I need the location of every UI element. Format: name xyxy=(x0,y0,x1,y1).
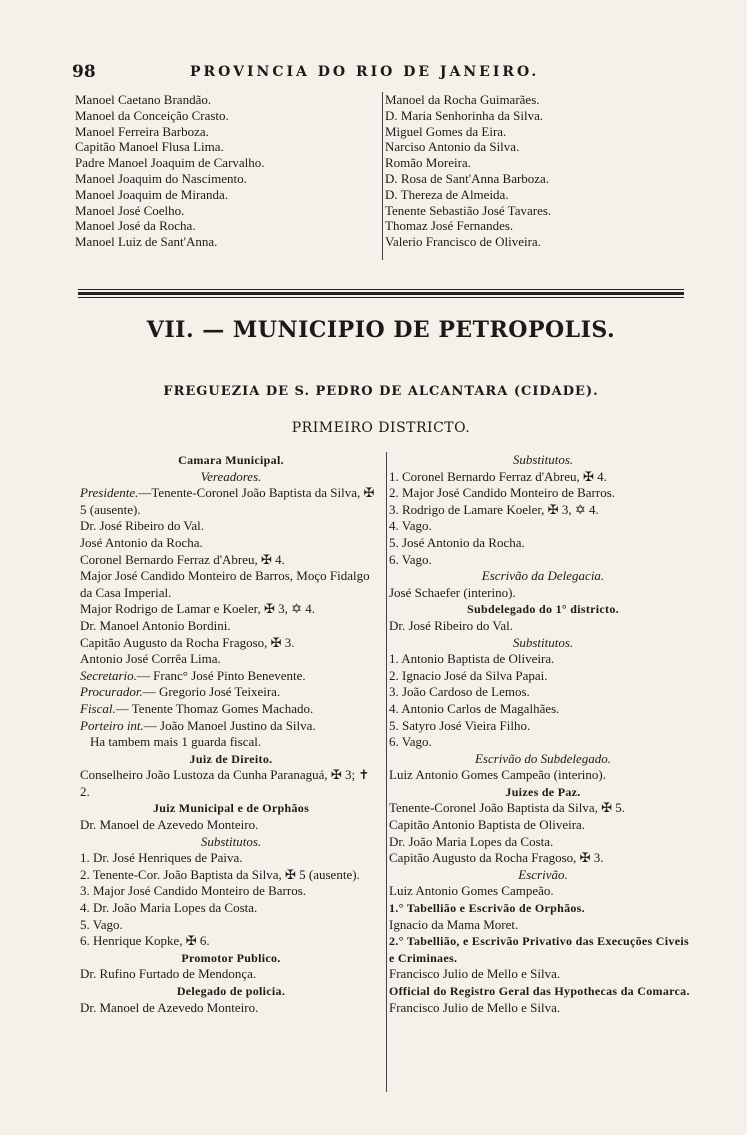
procurador-label: Procurador. xyxy=(80,684,143,700)
list-item: José Antonio da Rocha. xyxy=(80,534,203,550)
fiscal-label: Fiscal. xyxy=(80,700,116,716)
list-item: 5. Satyro José Vieira Filho. xyxy=(389,717,531,733)
list-item: Padre Manoel Joaquim de Carvalho. xyxy=(75,155,265,171)
list-item: 3. Major José Candido Monteiro de Barros. xyxy=(80,883,307,899)
list-item: 4. Dr. João Maria Lopes da Costa. xyxy=(80,900,258,916)
list-item: 1. Dr. José Henriques de Paiva. xyxy=(80,850,243,866)
list-item: Manoel José Coelho. xyxy=(75,202,185,218)
right-column xyxy=(386,452,697,1092)
list-item: 3. Rodrigo de Lamare Koeler, ✠ 3, ✡ 4. xyxy=(389,501,599,517)
escrivao-subdelegado-text: Luiz Antonio Gomes Campeão (interino). xyxy=(389,767,606,783)
list-item: Dr. Manoel Antonio Bordini. xyxy=(80,617,231,633)
porteiro-text: — João Manoel Justino da Silva. xyxy=(143,717,316,733)
fiscal-text: — Tenente Thomaz Gomes Machado. xyxy=(115,700,314,716)
list-item: Antonio José Corrêa Lima. xyxy=(80,651,221,667)
list-item: D. Maria Senhorinha da Silva. xyxy=(385,107,544,123)
juizes-paz-heading: Juizes de Paz. xyxy=(505,784,581,799)
list-item: Manoel Caetano Brandão. xyxy=(75,92,212,107)
porteiro-label: Porteiro int. xyxy=(80,717,144,733)
list-item: Dr. João Maria Lopes da Costa. xyxy=(389,833,554,849)
list-item: D. Thereza de Almeida. xyxy=(385,186,509,202)
divider-rule-thick xyxy=(78,292,684,295)
list-item: 5. José Antonio da Rocha. xyxy=(389,534,525,550)
list-item: 6. Henrique Kopke, ✠ 6. xyxy=(80,933,210,949)
list-item: Romão Moreira. xyxy=(385,155,471,171)
list-item: 4. Vago. xyxy=(389,518,432,534)
escrivao-paz-heading: Escrivão. xyxy=(518,866,568,882)
secretario-entry xyxy=(80,668,382,685)
list-item: Dr. José Ribeiro do Val. xyxy=(80,518,204,534)
list-item: Manoel Luiz de Sant'Anna. xyxy=(75,234,218,250)
vereadores-heading: Vereadores. xyxy=(200,468,262,484)
substitutos-heading: Substitutos. xyxy=(512,634,574,650)
list-item: Miguel Gomes da Eira. xyxy=(385,123,507,139)
list-item: Major José Candido Monteiro de Barros, Moço Fidalgo da Casa Imperial. xyxy=(80,568,370,600)
promotor-text: Dr. Rufino Furtado de Mendonça. xyxy=(80,966,257,982)
top-left-name-list xyxy=(75,92,375,250)
juiz-direito-heading: Juiz de Direito. xyxy=(189,751,273,766)
list-item: 2. Major José Candido Monteiro de Barros. xyxy=(389,485,616,501)
escrivao-delegacia-text: José Schaefer (interino). xyxy=(389,584,516,600)
subdelegado-text: Dr. José Ribeiro do Val. xyxy=(389,617,513,633)
presidente-entry xyxy=(80,485,382,518)
district-heading: PRIMEIRO DISTRICTO. xyxy=(291,420,471,436)
list-item: Manoel Joaquim do Nascimento. xyxy=(75,170,247,186)
list-item: 1. Coronel Bernardo Ferraz d'Abreu, ✠ 4. xyxy=(389,468,607,484)
delegado-heading: Delegado de policia. xyxy=(176,984,286,998)
substitutos-heading: Substitutos. xyxy=(512,452,574,467)
porteiro-entry xyxy=(80,718,382,735)
running-title: PROVINCIA DO RIO DE JANEIRO. xyxy=(190,64,540,80)
list-item: D. Rosa de Sant'Anna Barboza. xyxy=(385,170,550,186)
list-item: Manoel Joaquim de Miranda. xyxy=(75,186,229,202)
delegado-text: Dr. Manoel de Azevedo Monteiro. xyxy=(80,999,259,1015)
parish-heading: FREGUEZIA DE S. PEDRO DE ALCANTARA (CIDADE). xyxy=(163,384,599,399)
secretario-label: Secretario. xyxy=(80,667,137,683)
left-column xyxy=(80,452,382,1016)
list-item: Narciso Antonio da Silva. xyxy=(385,139,520,155)
promotor-heading: Promotor Publico. xyxy=(181,950,281,965)
page-header xyxy=(72,62,672,82)
presidente-label: Presidente. xyxy=(80,485,139,501)
list-item: Capitão Antonio Baptista de Oliveira. xyxy=(389,817,586,833)
tabelliao2-heading: 2.° Tabellião, e Escrivão Privativo das Execuções Civeis e Criminaes. xyxy=(389,934,689,965)
list-item: 1. Antonio Baptista de Oliveira. xyxy=(389,651,555,667)
divider-rule xyxy=(78,289,684,290)
escrivao-delegacia-heading: Escrivão da Delegacia. xyxy=(481,568,605,584)
subdelegado-heading: Subdelegado do 1° districto. xyxy=(467,602,619,617)
list-item: 6. Vago. xyxy=(389,551,432,567)
tabelliao1-text: Ignacio da Mama Moret. xyxy=(389,916,519,932)
list-item: Valerio Francisco de Oliveira. xyxy=(385,234,541,250)
list-item: Thomaz José Fernandes. xyxy=(385,218,514,234)
list-item: Manoel da Conceição Crasto. xyxy=(75,107,229,123)
juiz-municipal-heading: Juiz Municipal e de Orphãos xyxy=(152,801,310,816)
list-item: Manoel Ferreira Barboza. xyxy=(75,123,209,139)
secretario-text: — Franc° José Pinto Benevente. xyxy=(136,667,306,683)
top-right-name-list xyxy=(382,92,685,260)
fiscal-entry xyxy=(80,701,382,718)
divider-rule xyxy=(78,297,684,298)
list-item: 2. Ignacio José da Silva Papai. xyxy=(389,667,548,683)
list-item: Coronel Bernardo Ferraz d'Abreu, ✠ 4. xyxy=(80,551,285,567)
fiscal-note: Ha tambem mais 1 guarda fiscal. xyxy=(90,734,262,750)
list-item: 5. Vago. xyxy=(80,916,123,932)
substitutos-heading: Substitutos. xyxy=(200,833,262,849)
list-item: Manoel da Rocha Guimarães. xyxy=(385,92,540,107)
official-text: Francisco Julio de Mello e Silva. xyxy=(389,999,561,1015)
list-item: Capitão Manoel Flusa Lima. xyxy=(75,139,224,155)
juiz-direito-text: Conselheiro João Lustoza da Cunha Paranaguá, ✠ 3; ✝ 2. xyxy=(80,767,370,799)
list-item: Capitão Augusto da Rocha Fragoso, ✠ 3. xyxy=(80,634,295,650)
list-item: Capitão Augusto da Rocha Fragoso, ✠ 3. xyxy=(389,850,604,866)
list-item: Major Rodrigo de Lamar e Koeler, ✠ 3, ✡ 4. xyxy=(80,601,315,617)
escrivao-subdelegado-heading: Escrivão do Subdelegado. xyxy=(474,750,612,766)
tabelliao1-heading: 1.° Tabellião e Escrivão de Orphãos. xyxy=(389,901,585,916)
presidente-text: —Tenente-Coronel João Baptista da Silva, ✠ 5 (ausente). xyxy=(80,485,375,517)
procurador-entry xyxy=(80,684,382,701)
procurador-text: — Gregorio José Teixeira. xyxy=(142,684,281,700)
list-item: 4. Antonio Carlos de Magalhães. xyxy=(389,700,560,716)
section-title: VII. — MUNICIPIO DE PETROPOLIS. xyxy=(146,317,616,343)
page-number: 98 xyxy=(72,62,96,82)
juiz-municipal-text: Dr. Manoel de Azevedo Monteiro. xyxy=(80,817,259,833)
list-item: Tenente Sebastião José Tavares. xyxy=(385,202,552,218)
list-item: 3. João Cardoso de Lemos. xyxy=(389,684,530,700)
camara-heading: Camara Municipal. xyxy=(178,453,284,467)
tabelliao2-text: Francisco Julio de Mello e Silva. xyxy=(389,966,561,982)
list-item: 2. Tenente-Cor. João Baptista da Silva, ✠ 5 (ausente). xyxy=(80,866,360,882)
list-item: 6. Vago. xyxy=(389,734,432,750)
list-item: Manoel José da Rocha. xyxy=(75,218,196,234)
official-heading: Official do Registro Geral das Hypothecas da Comarca. xyxy=(389,984,690,998)
list-item: Tenente-Coronel João Baptista da Silva, ✠ 5. xyxy=(389,800,625,816)
escrivao-paz-text: Luiz Antonio Gomes Campeão. xyxy=(389,883,554,899)
